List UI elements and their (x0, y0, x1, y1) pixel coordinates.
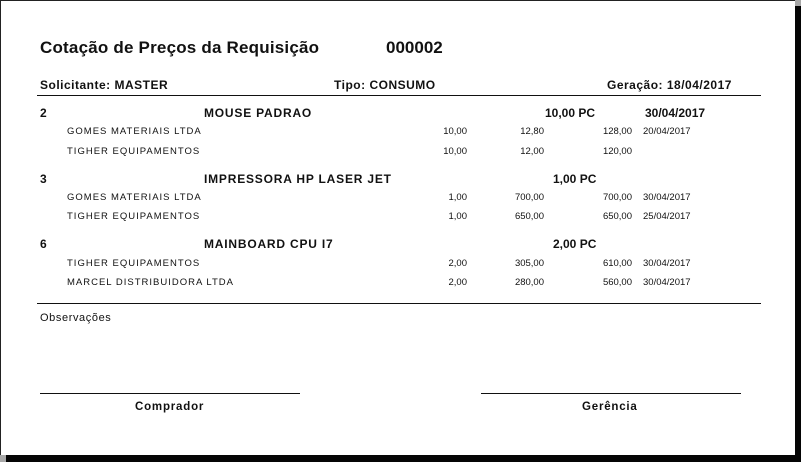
quote-date: 30/04/2017 (643, 192, 691, 203)
header-divider (37, 95, 761, 96)
management-signature-label: Gerência (582, 401, 638, 413)
observacoes-label: Observações (40, 312, 112, 324)
quote-qty: 10,00 (443, 146, 467, 157)
item-quantity: 1,00 PC (553, 172, 597, 186)
quote-total: 610,00 (602, 258, 632, 269)
supplier-name: TIGHER EQUIPAMENTOS (67, 258, 201, 269)
quote-total: 120,00 (602, 146, 632, 157)
quote-total: 560,00 (602, 277, 632, 288)
page-shadow-bottom (6, 455, 801, 462)
quote-date: 25/04/2017 (643, 211, 691, 222)
item-description: MAINBOARD CPU I7 (204, 237, 334, 251)
items-divider (37, 303, 761, 304)
quote-date: 20/04/2017 (643, 126, 691, 137)
page-shadow-right (795, 6, 801, 462)
supplier-name: TIGHER EQUIPAMENTOS (67, 211, 201, 222)
solicitante-field: Solicitante: MASTER (40, 78, 169, 92)
quote-qty: 10,00 (443, 126, 467, 137)
management-signature-line (481, 393, 741, 394)
quote-unit-price: 700,00 (514, 192, 544, 203)
quote-unit-price: 650,00 (514, 211, 544, 222)
quote-unit-price: 12,00 (520, 146, 544, 157)
item-description: MOUSE PADRAO (204, 106, 313, 120)
quote-total: 650,00 (602, 211, 632, 222)
quote-qty: 2,00 (448, 258, 467, 269)
quote-date: 30/04/2017 (643, 277, 691, 288)
geracao-field: Geração: 18/04/2017 (607, 78, 732, 92)
tipo-field: Tipo: CONSUMO (334, 78, 436, 92)
quote-qty: 1,00 (448, 192, 467, 203)
quote-unit-price: 305,00 (514, 258, 544, 269)
supplier-name: MARCEL DISTRIBUIDORA LTDA (67, 277, 234, 288)
supplier-name: GOMES MATERIAIS LTDA (67, 126, 202, 137)
quote-qty: 1,00 (448, 211, 467, 222)
buyer-signature-line (40, 393, 300, 394)
supplier-name: GOMES MATERIAIS LTDA (67, 192, 202, 203)
item-code: 6 (40, 237, 47, 251)
item-code: 2 (40, 106, 47, 120)
quote-total: 128,00 (602, 126, 632, 137)
quote-qty: 2,00 (448, 277, 467, 288)
report-title: Cotação de Preços da Requisição (40, 38, 320, 57)
item-date: 30/04/2017 (645, 106, 706, 120)
quote-date: 30/04/2017 (643, 258, 691, 269)
quote-unit-price: 280,00 (514, 277, 544, 288)
requisition-number: 000002 (386, 38, 443, 57)
item-code: 3 (40, 172, 47, 186)
item-description: IMPRESSORA HP LASER JET (204, 172, 392, 186)
supplier-name: TIGHER EQUIPAMENTOS (67, 146, 201, 157)
item-quantity: 2,00 PC (553, 237, 597, 251)
quote-unit-price: 12,80 (520, 126, 544, 137)
quote-total: 700,00 (602, 192, 632, 203)
item-quantity: 10,00 PC (545, 106, 596, 120)
buyer-signature-label: Comprador (135, 401, 205, 413)
